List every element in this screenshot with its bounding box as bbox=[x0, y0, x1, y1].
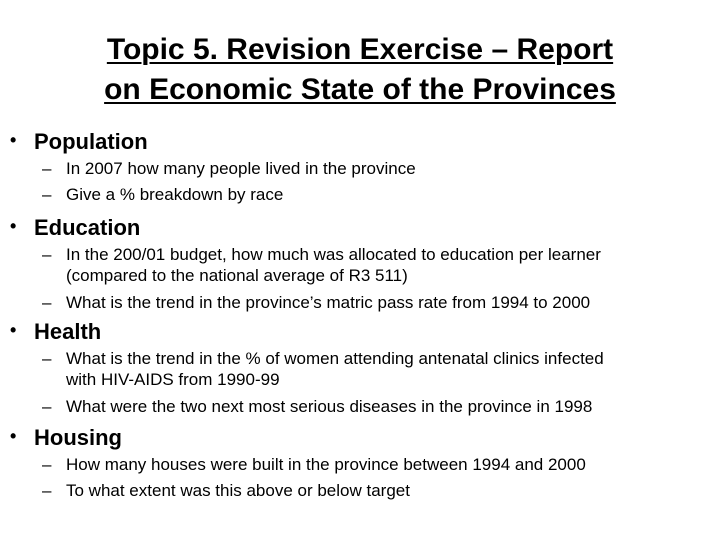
sub-item bbox=[0, 480, 720, 506]
sub-item bbox=[0, 158, 720, 184]
dash-icon: – bbox=[42, 185, 52, 204]
sub-item-text: To what extent was this above or below target bbox=[66, 481, 410, 500]
sub-item bbox=[0, 184, 720, 210]
sub-item bbox=[0, 244, 720, 292]
sub-item-text: What is the trend in the % of women attending antenatal clinics infected bbox=[66, 349, 604, 368]
dash-icon: – bbox=[42, 293, 52, 312]
dash-icon: – bbox=[42, 481, 52, 500]
dash-icon: – bbox=[42, 349, 52, 368]
sub-item-text: What were the two next most serious diseases in the province in 1998 bbox=[66, 397, 593, 416]
sub-item-text: In 2007 how many people lived in the province bbox=[66, 159, 416, 178]
section-heading: Housing bbox=[34, 425, 122, 450]
bullet-icon: • bbox=[10, 320, 17, 340]
section-housing bbox=[0, 424, 720, 506]
section-health bbox=[0, 318, 720, 422]
bullet-icon: • bbox=[10, 426, 17, 446]
sub-item bbox=[0, 292, 720, 318]
slide-title bbox=[20, 30, 700, 110]
section-heading: Education bbox=[34, 215, 141, 240]
sub-item-text: Give a % breakdown by race bbox=[66, 185, 284, 204]
bullet-icon: • bbox=[10, 216, 17, 236]
bullet-icon: • bbox=[10, 130, 17, 150]
dash-icon: – bbox=[42, 245, 52, 264]
sub-item-text: (compared to the national average of R3 511) bbox=[66, 266, 408, 285]
sub-item-text: How many houses were built in the province between 1994 and 2000 bbox=[66, 455, 586, 474]
section-population bbox=[0, 128, 720, 210]
section-heading: Health bbox=[34, 319, 102, 344]
sub-item-text: What is the trend in the province’s matric pass rate from 1994 to 2000 bbox=[66, 293, 591, 312]
sub-item bbox=[0, 396, 720, 422]
dash-icon: – bbox=[42, 159, 52, 178]
sub-item bbox=[0, 348, 720, 396]
sub-item-text: In the 200/01 budget, how much was allocated to education per learner bbox=[66, 245, 601, 264]
title-line-2: on Economic State of the Provinces bbox=[104, 73, 616, 106]
sub-item bbox=[0, 454, 720, 480]
title-line-1: Topic 5. Revision Exercise – Report bbox=[106, 33, 614, 66]
sub-item-text: with HIV-AIDS from 1990-99 bbox=[66, 370, 280, 389]
dash-icon: – bbox=[42, 455, 52, 474]
section-heading: Population bbox=[34, 129, 148, 154]
dash-icon: – bbox=[42, 397, 52, 416]
section-education bbox=[0, 214, 720, 318]
